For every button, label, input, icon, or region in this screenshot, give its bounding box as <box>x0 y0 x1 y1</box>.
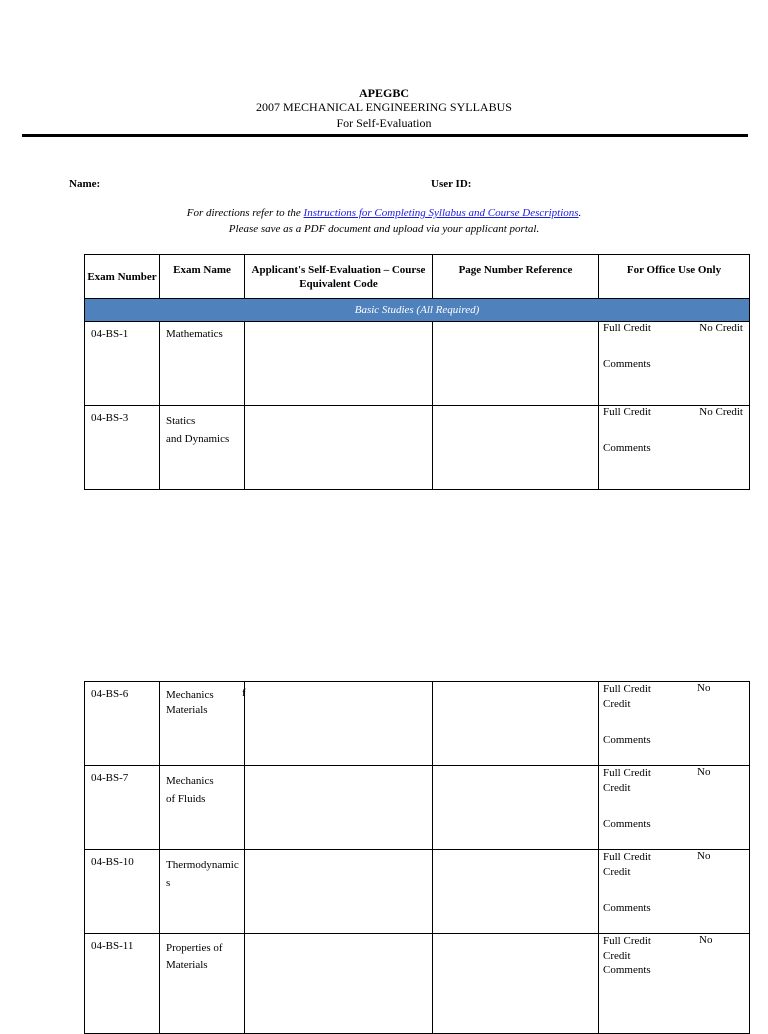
office-cell <box>599 682 750 766</box>
exam-name-line1: Properties of <box>166 942 223 954</box>
section-basic-studies: Basic Studies (All Required) <box>85 299 750 322</box>
exam-name <box>160 766 245 850</box>
instructions-link[interactable]: Instructions for Completing Syllabus and Course Descriptions <box>303 207 579 219</box>
exam-name-line2: s <box>166 877 171 889</box>
no-label: No <box>699 934 713 946</box>
org-title: APEGBC <box>358 86 409 100</box>
no-credit-label: No Credit <box>699 322 743 334</box>
self-eval-cell[interactable] <box>245 682 433 766</box>
full-credit-label: Full Credit <box>603 322 651 334</box>
exam-name <box>160 850 245 934</box>
credit-label: Credit <box>603 782 631 794</box>
exam-name-line2: of Fluids <box>166 793 206 805</box>
upload-instructions: Please save as a PDF document and upload via your applicant portal. <box>228 223 540 235</box>
exam-name-line1: Statics <box>166 415 196 427</box>
page-ref-cell[interactable] <box>433 934 599 1034</box>
header-rule <box>22 134 748 137</box>
exam-name-line2: Materials <box>166 704 208 716</box>
credit-label: Credit <box>603 866 631 878</box>
office-cell <box>599 850 750 934</box>
exam-name-line1: Mechanics <box>166 689 214 701</box>
full-credit-label: Full Credit <box>603 683 651 695</box>
page-ref-cell[interactable] <box>433 682 599 766</box>
page-ref-cell[interactable] <box>433 850 599 934</box>
table-row <box>85 766 750 850</box>
syllabus-table-page2 <box>84 681 750 1034</box>
comments-label: Comments <box>603 818 651 830</box>
exam-name <box>160 322 245 406</box>
name-label: Name: <box>69 178 101 190</box>
exam-number: 04-BS-7 <box>85 766 160 850</box>
office-cell <box>599 322 750 406</box>
directions-prefix: For directions refer to the <box>186 207 304 219</box>
section-band <box>85 299 750 322</box>
header-page-reference: Page Number Reference <box>433 255 599 299</box>
self-eval-cell[interactable] <box>245 322 433 406</box>
header-exam-number: Exam Number <box>85 255 160 299</box>
page-ref-cell[interactable] <box>433 322 599 406</box>
syllabus-subtitle: For Self-Evaluation <box>336 116 432 130</box>
comments-label: Comments <box>603 902 651 914</box>
syllabus-table-page1 <box>84 254 750 490</box>
exam-number: 04-BS-11 <box>85 934 160 1034</box>
directions-suffix: . <box>578 207 582 219</box>
office-cell <box>599 934 750 1034</box>
exam-number: 04-BS-3 <box>85 406 160 490</box>
credit-options <box>603 682 651 712</box>
no-credit-label: No Credit <box>699 406 743 418</box>
directions-line <box>0 207 768 219</box>
self-eval-cell[interactable] <box>245 406 433 490</box>
office-cell <box>599 766 750 850</box>
full-credit-label: Full Credit <box>603 406 651 418</box>
header-office-use: For Office Use Only <box>599 255 750 299</box>
exam-number: 04-BS-1 <box>85 322 160 406</box>
exam-name-line1: Mechanics <box>166 775 214 787</box>
exam-number: 04-BS-10 <box>85 850 160 934</box>
credit-options <box>603 850 651 880</box>
office-cell <box>599 406 750 490</box>
exam-name-line1: Thermodynamic <box>166 859 239 871</box>
no-label: No <box>697 766 711 778</box>
credit-label: Credit <box>603 950 631 962</box>
comments-label: Comments <box>603 358 651 370</box>
page-ref-cell[interactable] <box>433 406 599 490</box>
no-label: No <box>697 682 711 694</box>
comments-label: Comments <box>603 734 651 746</box>
table-row <box>85 406 750 490</box>
self-eval-cell[interactable] <box>245 766 433 850</box>
credit-options <box>603 934 651 964</box>
comments-label: Comments <box>603 442 651 454</box>
credit-label: Credit <box>603 698 631 710</box>
exam-name <box>160 934 245 1034</box>
header-exam-name: Exam Name <box>160 255 245 299</box>
self-eval-cell[interactable] <box>245 850 433 934</box>
userid-label: User ID: <box>431 178 472 190</box>
syllabus-title: 2007 MECHANICAL ENGINEERING SYLLABUS <box>256 100 512 114</box>
exam-name <box>160 406 245 490</box>
full-credit-label: Full Credit <box>603 767 651 779</box>
exam-number: 04-BS-6 <box>85 682 160 766</box>
comments-label: Comments <box>603 964 651 976</box>
exam-name-line1: Mathematics <box>166 328 223 340</box>
stray-character: f <box>242 687 246 699</box>
header-self-evaluation: Applicant's Self-Evaluation – Course Equivalent Code <box>245 255 433 299</box>
exam-name <box>160 682 245 766</box>
no-label: No <box>697 850 711 862</box>
table-row <box>85 850 750 934</box>
page-ref-cell[interactable] <box>433 766 599 850</box>
table-row <box>85 682 750 766</box>
exam-name-line2: and Dynamics <box>166 433 230 445</box>
credit-options <box>603 766 651 796</box>
full-credit-label: Full Credit <box>603 851 651 863</box>
table-row <box>85 934 750 1034</box>
exam-name-line2: Materials <box>166 959 208 971</box>
self-eval-cell[interactable] <box>245 934 433 1034</box>
full-credit-label: Full Credit <box>603 935 651 947</box>
table-row <box>85 322 750 406</box>
